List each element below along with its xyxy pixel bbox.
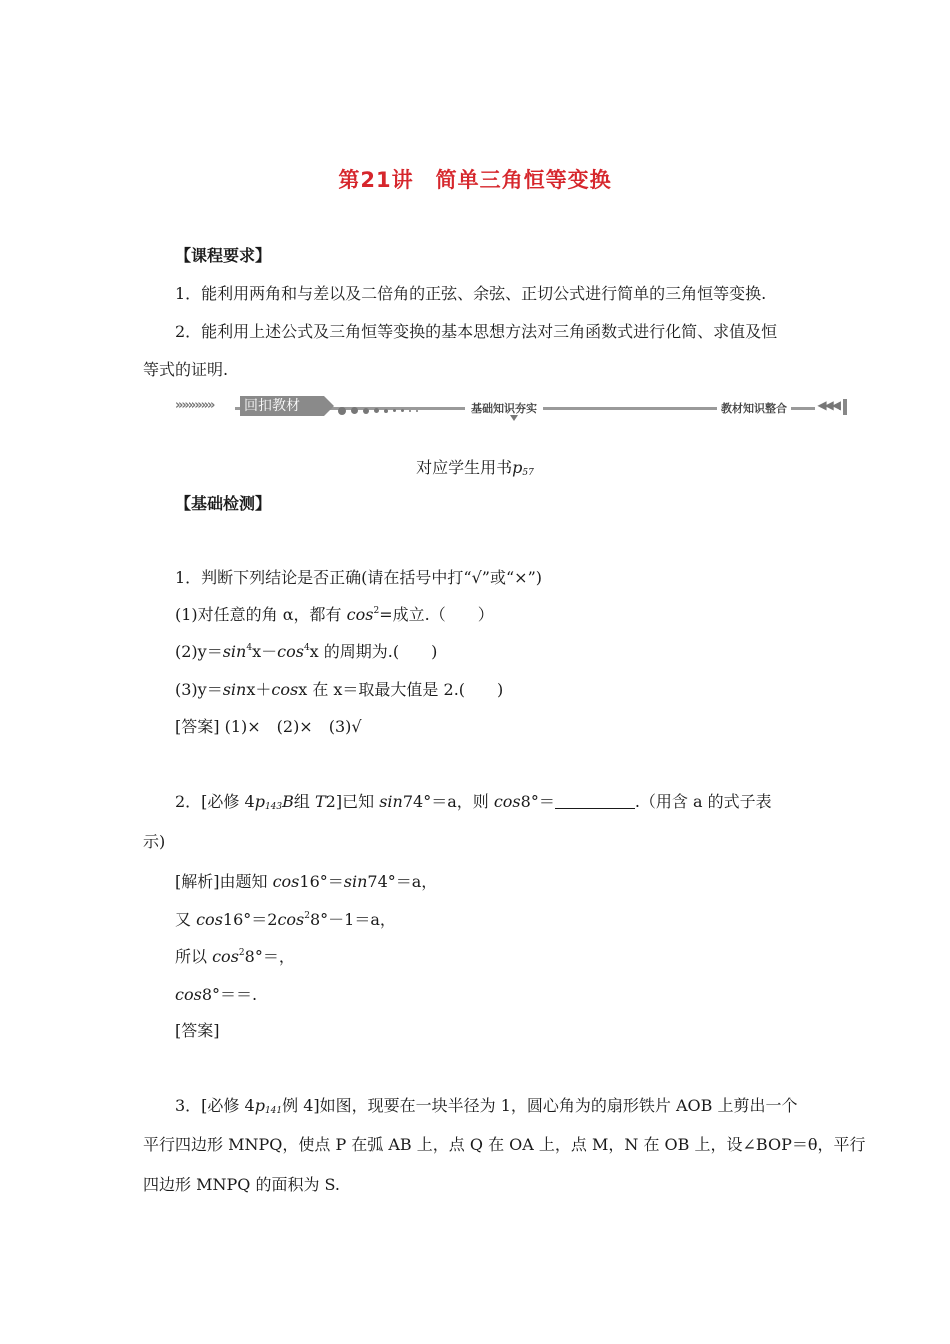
q3-stem-line-1: 3．[必修 $4p_{141}$例 4]如图，现要在一块半径为 1，圆心角为的扇形铁片 AOB 上剪出一个 [175, 1096, 798, 1116]
course-item-2-line-2: 等式的证明. [143, 360, 229, 379]
q1-statement-1: (1)对任意的角 α，都有 $\cos^2=$成立.（ ） [175, 605, 494, 624]
banner-end-bar [843, 399, 847, 415]
banner-tag-tip [324, 396, 334, 416]
page-title: 第21讲 简单三角恒等变换 [338, 168, 612, 192]
q2-solution-4: cos8°＝＝. [175, 985, 258, 1004]
banner-dots [338, 400, 423, 419]
q2-solution-1: [解析]由题知 cos16°＝sin74°＝a， [175, 872, 438, 891]
student-book-reference: 对应学生用书$p_{57}$ [416, 458, 534, 478]
section-banner [175, 395, 847, 423]
q1-statement-3: (3)y＝sinx＋cosx 在 x＝取最大值是 2.( ) [175, 680, 504, 699]
banner-pointer-icon [510, 415, 518, 421]
q2-solution-2: 又 $\cos 16^\circ=2\cos^28^\circ-1=a$， [175, 910, 396, 929]
q2-stem-line-1: 2．[必修 $4p_{143}B$组 T2]已知 sin74°＝a，则 cos8°＝ .（用含 a 的式子表 [175, 792, 772, 812]
course-item-1: 1．能利用两角和与差以及二倍角的正弦、余弦、正切公式进行简单的三角恒等变换. [175, 284, 767, 303]
course-heading: 【课程要求】 [175, 246, 272, 265]
q3-stem-line-3: 四边形 MNPQ 的面积为 S. [143, 1175, 341, 1194]
banner-middle-label: 基础知识夯实 [465, 400, 543, 416]
q1-statement-2: $(2)y=\sin^4x-\cos^4x$ 的周期为.( ) [175, 642, 438, 661]
q2-solution-3: 所以 $\cos^28^\circ=$， [175, 947, 295, 966]
q2-answer: [答案] [175, 1021, 220, 1040]
banner-right-label: 教材知识整合 [717, 400, 791, 416]
course-item-2-line-1: 2．能利用上述公式及三角恒等变换的基本思想方法对三角函数式进行化简、求值及恒 [175, 322, 778, 341]
answer-blank [555, 794, 635, 809]
q2-stem-line-2: 示) [143, 832, 166, 851]
q3-stem-line-2: 平行四边形 MNPQ，使点 P 在弧 AB 上，点 Q 在 OA 上，点 M，N 在 OB 上，设∠BOP＝θ，平行 [143, 1135, 866, 1154]
q1-stem: 1．判断下列结论是否正确(请在括号中打“√”或“×”) [175, 568, 542, 587]
q1-answer: [答案] (1)× (2)× (3)√ [175, 717, 362, 736]
banner-right-arrows: ◀◀◀ [817, 398, 839, 412]
banner-tag: 回扣教材 [240, 396, 324, 416]
basic-check-heading: 【基础检测】 [175, 494, 272, 513]
banner-left-arrows: »»»»»» [175, 398, 214, 413]
